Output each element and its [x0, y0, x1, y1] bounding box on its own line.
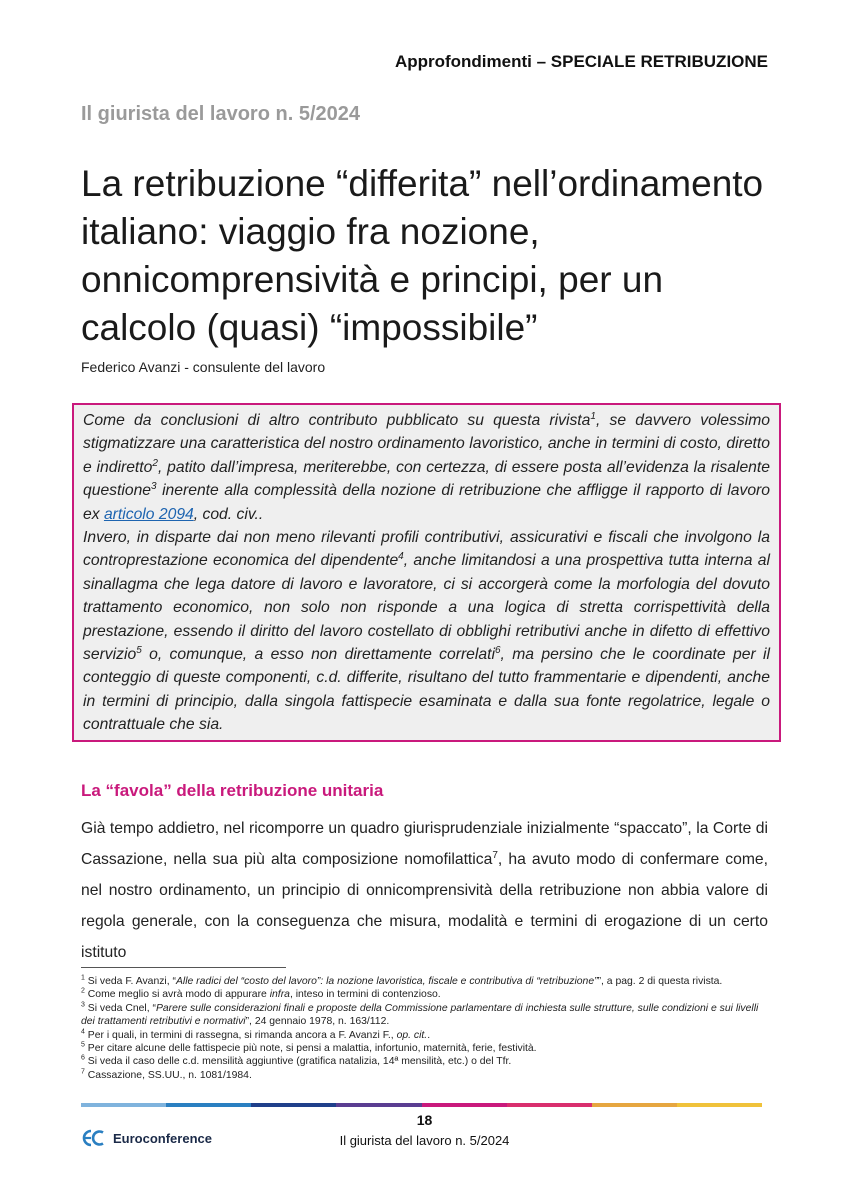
footnote-ref[interactable]: 5: [136, 644, 142, 656]
footer-color-bar: [81, 1103, 762, 1107]
footnote-ref[interactable]: 6: [494, 644, 501, 656]
footnote-item: $^5$ Per citare alcune delle fattispecie più note, si pensi a malattia, infortunio, maternità, ferie, festività.: [81, 1041, 537, 1055]
footnote-item: $^4$ Per i quali, in termini di rassegna, si rimanda ancora a F. Avanzi F., op. cit..: [81, 1028, 431, 1041]
footnote-divider: [81, 967, 286, 968]
section-header: Approfondimenti – SPECIALE RETRIBUZIONE: [394, 52, 768, 71]
footnote-ref[interactable]: 3: [151, 480, 157, 492]
color-bar-segment: [81, 1103, 166, 1107]
article-title: La retribuzione “differita” nell’ordinamento italiano: viaggio fra nozione, onnicomprensività e principi, per un calcolo (quasi) “impossibile”: [81, 163, 764, 348]
article-2094-link[interactable]: articolo 2094: [103, 505, 194, 523]
footnote-ref[interactable]: 1: [590, 410, 596, 422]
abstract-paragraph-1: Come da conclusioni di altro contributo pubblicato su questa rivista$^1$, se davvero volessimo stigmatizzare una caratteristica del nostro ordinamento lavoristico, anche in termini di costo, diretto e indiretto$^2$, patito dall’impresa, meriterebbe, con certezza, di essere posta all’evidenza la risalente questione$^3$ inerente alla complessità della nozione di retribuzione che affligge il rapporto di lavoro ex articolo 2094, cod. civ..: [83, 410, 770, 523]
section-heading: La “favola” della retribuzione unitaria: [81, 781, 384, 800]
article-author: Federico Avanzi - consulente del lavoro: [81, 359, 326, 375]
footer-journal: Il giurista del lavoro n. 5/2024: [339, 1133, 510, 1148]
color-bar-segment: [422, 1103, 507, 1107]
footnote-ref[interactable]: 7: [492, 849, 498, 861]
abstract-paragraph-2: Invero, in disparte dai non meno rilevanti profili contributivi, assicurativi e fiscali che involgono la controprestazione economica del dipendente$^4$, anche limitandosi a una prospettiva tutta interna al sinallagma che lega datore di lavoro e lavoratore, ci si accorgerà come la morfologia del dovuto trattamento economico, non solo non risponde a una logica di stretta corrispettività della prestazione, essendo il diritto del lavoro costellato di obblighi retributivi anche in difetto di effettivo servizio$^5$ o, comunque, a esso non direttamente correlati$^6$, ma persino che le coordinate per il conteggio di queste componenti, c.d. differite, risultano del tutto frammentarie e dipendenti, anche in termini di principio, dalla singola fattispecie esaminata e dalla sua fonte regolatrice, legale o contrattuale che sia.: [83, 529, 771, 734]
footnote-item: $^2$ Come meglio si avrà modo di appurare infra, inteso in termini di contenzioso.: [81, 987, 441, 1001]
logo-wordmark: Euroconference: [113, 1130, 212, 1146]
color-bar-segment: [336, 1103, 421, 1107]
color-bar-segment: [592, 1103, 677, 1107]
color-bar-segment: [251, 1103, 336, 1107]
footnote-ref[interactable]: 4: [398, 551, 404, 563]
footnotes: [81, 975, 771, 1082]
body-paragraph: Già tempo addietro, nel ricomporre un quadro giurisprudenziale inizialmente “spaccato”, la Corte di Cassazione, nella sua più alta composizione nomofilattica$^7$, ha avuto modo di confermare come, nel nostro ordinamento, un principio di onnicomprensività della retribuzione non abbia valore di regola generale, con la conseguenza che misura, modalità e termini di erogazione di un certo istituto: [81, 820, 768, 961]
abstract-box: [72, 403, 781, 742]
color-bar-segment: [166, 1103, 251, 1107]
page-number: 18: [416, 1112, 433, 1128]
color-bar-segment: [507, 1103, 592, 1107]
footnote-item: $^3$ Si veda Cnel, “Parere sulle considerazioni finali e proposte della Commissione parlamentare di inchiesta sulle strutture, sulle condizioni e sui livelli dei trattamenti retributivi e normativi”, 24 gennaio 1978, n. 163/112.: [81, 1001, 759, 1028]
footnote-item: $^6$ Si veda il caso delle c.d. mensilità aggiuntive (gratifica natalizia, 14ª mensilità, etc.) o del Tfr.: [81, 1054, 512, 1068]
footnote-ref[interactable]: 2: [152, 457, 158, 469]
footnote-item: $^7$ Cassazione, SS.UU., n. 1081/1984.: [81, 1068, 252, 1081]
footnote-item: $^1$ Si veda F. Avanzi, “Alle radici del “costo del lavoro”: la nozione lavoristica, fiscale e contributiva di “retribuzione””, a pag. 2 di questa rivista.: [81, 974, 723, 987]
journal-issue: Il giurista del lavoro n. 5/2024: [81, 103, 360, 125]
color-bar-segment: [677, 1103, 762, 1107]
